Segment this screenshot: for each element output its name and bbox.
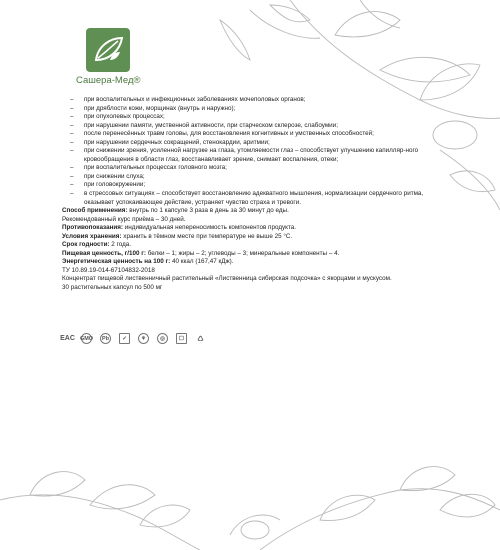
capsules-line: 30 растительных капсул по 500 мг: [62, 284, 163, 292]
list-item: – при опухолевых процессах;: [62, 113, 454, 122]
brand-logo: [86, 28, 130, 72]
nutrition-line: Пищевая ценность, г/100 г: белки – 1; жиры – 2; углеводы – 3; минеральные компоненты – 4.: [62, 249, 340, 257]
contraindications-line: Противопоказания: индивидуальная непереносимость компонентов продукта.: [62, 224, 297, 232]
list-item: – при нарушении сердечных сокращений, стенокардии, аритмии;: [62, 139, 454, 148]
list-item: – при головокружении;: [62, 181, 454, 190]
tu-line: ТУ 10.89.19-014-67104832-2018: [62, 266, 155, 274]
recycle-icon: Pb: [100, 333, 111, 344]
capsule-icon: ☐: [176, 333, 187, 344]
storage-line: Условия хранения: хранить в тёмном месте при температуре не выше 25 °С.: [62, 232, 293, 240]
usage-line: Способ применения: внутрь по 1 капсуле 3 раза в день за 30 минут до еды.: [62, 207, 289, 215]
green-leaf-logo-icon: [86, 28, 130, 72]
brand-name: Сашера-Мед®: [76, 75, 141, 86]
list-item: – в стрессовых ситуациях – способствует восстановлению адекватного мышления, нормализации сердечного ритма, оказывает успокаивающее действие, устраняет чувство страха и тревоги.: [62, 190, 454, 207]
no-preservatives-icon: ◎: [157, 333, 168, 344]
shelf-life-line: Срок годности: 2 года.: [62, 241, 132, 249]
eac-mark-icon: EAC: [60, 335, 75, 342]
list-item: – при снижении зрения, усиленной нагрузке на глаза, утомляемости глаз – способствует улучшению капилляр-ного кровообращения в области глаз, восстанавливает зрение, снимает воспаления, отеки;: [62, 147, 454, 164]
recycling-icon: ♺: [197, 335, 204, 343]
quality-check-icon: ✓: [119, 333, 130, 344]
energy-line: Энергетическая ценность на 100 г: 40 ккал (167,47 кДж).: [62, 258, 234, 266]
course-line: Рекомендованный курс приёма – 30 дней.: [62, 215, 186, 223]
list-item: – при нарушении памяти, умственной активности, при старческом склерозе, слабоумии;: [62, 122, 454, 131]
vegan-icon: ⚘: [138, 333, 149, 344]
list-item: – при снижении слуха;: [62, 173, 454, 182]
certification-icons: [62, 333, 206, 344]
list-item: – при воспалительных процессах головного мозга;: [62, 164, 454, 173]
composition-line: Концентрат пищевой лиственничный растительный «Лиственница сибирская подсочка» с якорцами и мускусом.: [62, 275, 392, 283]
list-item: – при дряблости кожи, морщинах (внутрь и наружно);: [62, 105, 454, 114]
list-item: – при воспалительных и инфекционных заболеваниях мочеполовых органов;: [62, 96, 454, 105]
gmo-free-icon: GMO: [81, 333, 92, 344]
indications-list: [62, 96, 454, 207]
botanical-decoration-bottom: [0, 440, 500, 550]
label-text: [62, 96, 454, 293]
list-item: – после перенесённых травм головы, для восстановления когнитивных и умственных способностей;: [62, 130, 454, 139]
